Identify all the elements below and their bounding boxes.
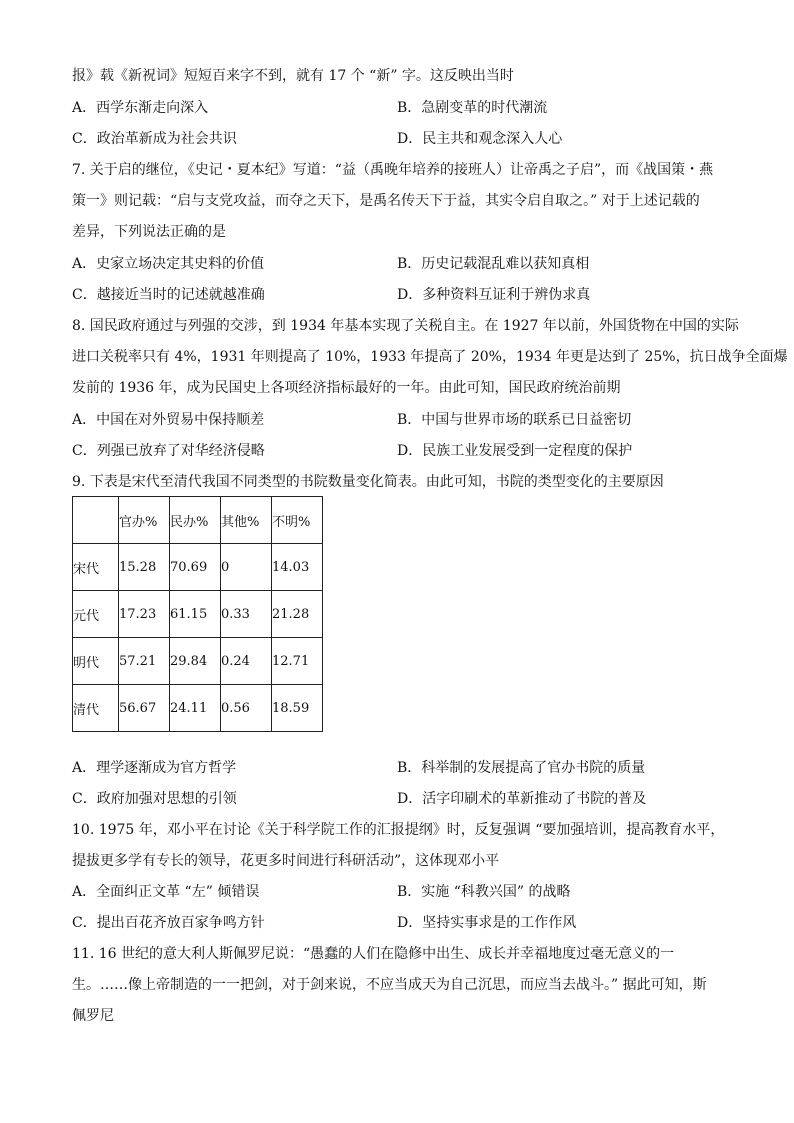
q9-option-d: D．活字印刷术的革新推动了书院的普及 [397, 791, 647, 807]
q7-stem-line1: 7. 关于启的继位，《史记・夏本纪》写道：“益（禹晚年培养的接班人）让帝禹之子启”，而《战国策・燕 [72, 162, 714, 178]
table-cell: 29.84 [170, 638, 221, 685]
q11-stem-line1: 11. 16 世纪的意大利人斯佩罗尼说：“愚蠢的人们在隐修中出生、成长并幸福地度过毫无意义的一 [72, 946, 675, 962]
q6-option-a: A．西学东渐走向深入 [72, 100, 209, 116]
q9-stem-line1: 9. 下表是宋代至清代我国不同类型的书院数量变化简表。由此可知，书院的类型变化的主要原因 [72, 474, 664, 490]
q7-option-d: D．多种资料互证利于辨伪求真 [397, 287, 591, 303]
q9-option-a: A．理学逐渐成为官方哲学 [72, 760, 237, 776]
q7-stem-line2: 策一》则记载：“启与支党攻益，而夺之天下，是禹名传天下于益，其实令启自取之。” 对于上述记载的 [72, 193, 700, 209]
table-row [73, 685, 323, 732]
table-cell: 61.15 [170, 591, 221, 638]
q10-option-d: D．坚持实事求是的工作作风 [397, 915, 577, 931]
q7-stem-line3: 差异，下列说法正确的是 [72, 224, 226, 240]
q8-stem-line1: 8. 国民政府通过与列强的交涉，到 1934 年基本实现了关税自主。在 1927 年以前，外国货物在中国的实际 [72, 318, 739, 334]
q9-option-b: B．科举制的发展提高了官办书院的质量 [397, 760, 646, 776]
q11-stem-line2: 生。……像上帝制造的一一把剑，对于剑来说，不应当成天为自己沉思，而应当去战斗。” 据此可知，斯 [72, 977, 707, 993]
table-cell: 明代 [73, 638, 119, 685]
q7-option-b: B．历史记载混乱难以获知真相 [397, 256, 590, 272]
table-row [73, 591, 323, 638]
table-cell: 宋代 [73, 544, 119, 591]
q8-stem-line2: 进口关税率只有 4%，1931 年则提高了 10%，1933 年提高了 20%，1934 年更是达到了 25%，抗日战争全面爆 [72, 349, 788, 365]
table-cell: 0 [221, 544, 272, 591]
table-cell: 57.21 [119, 638, 170, 685]
academy-type-table [72, 496, 323, 732]
q6-option-d: D．民主共和观念深入人心 [397, 131, 563, 147]
table-header-cell: 其他% [221, 497, 272, 544]
table-header-cell: 官办% [119, 497, 170, 544]
q6-stem-tail: 报》载《新祝词》短短百来字不到，就有 17 个 “新” 字。这反映出当时 [72, 68, 514, 84]
q11-stem-line3: 佩罗尼 [72, 1008, 114, 1024]
table-cell: 0.33 [221, 591, 272, 638]
q6-option-c: C．政治革新成为社会共识 [72, 131, 237, 147]
table-header-cell: 民办% [170, 497, 221, 544]
q8-option-d: D．民族工业发展受到一定程度的保护 [397, 443, 633, 459]
q8-option-c: C．列强已放弃了对华经济侵略 [72, 443, 265, 459]
table-header-cell [73, 497, 119, 544]
table-row [73, 638, 323, 685]
q10-option-c: C．提出百花齐放百家争鸣方针 [72, 915, 265, 931]
table-cell: 0.24 [221, 638, 272, 685]
table-header-cell: 不明% [272, 497, 323, 544]
table-header-row [73, 497, 323, 544]
table-cell: 21.28 [272, 591, 323, 638]
table-cell: 70.69 [170, 544, 221, 591]
table-cell: 24.11 [170, 685, 221, 732]
q8-stem-line3: 发前的 1936 年，成为民国史上各项经济指标最好的一年。由此可知，国民政府统治前期 [72, 380, 621, 396]
q6-option-b: B．急剧变革的时代潮流 [397, 100, 548, 116]
q8-option-a: A．中国在对外贸易中保持顺差 [72, 412, 265, 428]
table-cell: 元代 [73, 591, 119, 638]
table-cell: 14.03 [272, 544, 323, 591]
q9-option-c: C．政府加强对思想的引领 [72, 791, 237, 807]
table-cell: 12.71 [272, 638, 323, 685]
table-cell: 15.28 [119, 544, 170, 591]
q7-option-c: C．越接近当时的记述就越准确 [72, 287, 265, 303]
table-cell: 56.67 [119, 685, 170, 732]
table-cell: 18.59 [272, 685, 323, 732]
table-row [73, 544, 323, 591]
q7-option-a: A．史家立场决定其史料的价值 [72, 256, 265, 272]
table-cell: 清代 [73, 685, 119, 732]
q10-option-b: B．实施 “科教兴国” 的战略 [397, 884, 571, 900]
q10-stem-line2: 提拔更多学有专长的领导，花更多时间进行科研活动”，这体现邓小平 [72, 853, 500, 869]
table-cell: 17.23 [119, 591, 170, 638]
q10-stem-line1: 10. 1975 年，邓小平在讨论《关于科学院工作的汇报提纲》时，反复强调 “要加强培训，提高教育水平， [72, 822, 725, 838]
table-cell: 0.56 [221, 685, 272, 732]
q8-option-b: B．中国与世界市场的联系已日益密切 [397, 412, 632, 428]
q10-option-a: A．全面纠正文革 “左” 倾错误 [72, 884, 260, 900]
